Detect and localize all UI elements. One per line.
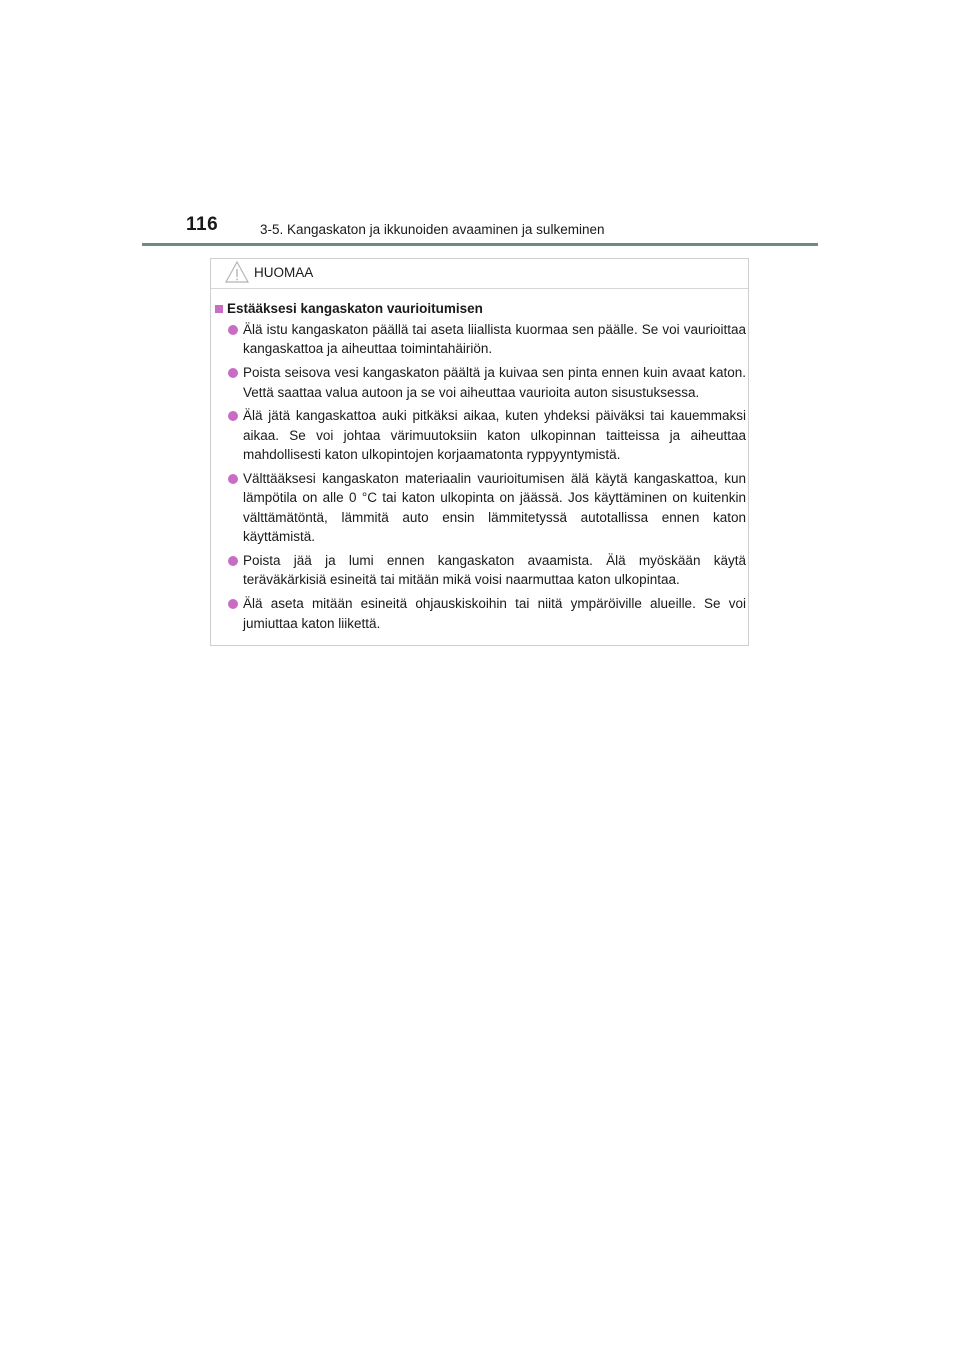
notice-title: HUOMAA [254,265,314,280]
bullet-dot-icon [228,556,238,566]
notice-box [210,258,749,646]
list-item [215,551,746,590]
bullet-dot-icon [228,474,238,484]
list-item-text: Poista jää ja lumi ennen kangaskaton avaamista. Älä myöskään käytä teräväkärkisiä esineitä tai mitään mikä voisi naarmuttaa katon ulkopintaa. [243,553,746,588]
notice-header [211,259,748,289]
warning-triangle-icon [224,259,250,290]
bullet-dot-icon [228,368,238,378]
list-item-text: Poista seisova vesi kangaskaton päältä ja kuivaa sen pinta ennen kuin avaat katon. Vettä saattaa valua autoon ja se voi aiheuttaa vaurioita auton sisustuksessa. [243,365,746,400]
list-item [215,363,746,402]
subheading [215,301,483,316]
subheading-text: Estääksesi kangaskaton vaurioitumisen [227,301,483,316]
list-item-text: Älä jätä kangaskattoa auki pitkäksi aikaa, kuten yhdeksi päiväksi tai kauemmaksi aikaa. Se voi johtaa värimuutoksiin katon ulkopinnan taitteissa ja aiheuttaa mahdollisesti katon ulkopintojen korjaamatonta ryppyyntymistä. [243,408,746,463]
bullet-dot-icon [228,599,238,609]
list-item [215,594,746,633]
notice-list [215,320,746,637]
list-item-text: Älä istu kangaskaton päällä tai aseta liiallista kuormaa sen päälle. Se voi vaurioittaa kangaskattoa ja aiheuttaa toimintahäiriön. [243,322,746,357]
list-item [215,406,746,464]
square-bullet-icon [215,305,223,313]
list-item-text: Älä aseta mitään esineitä ohjauskiskoihin tai niitä ympäröiville alueille. Se voi jumiuttaa katon liikettä. [243,596,746,631]
list-item-text: Välttääksesi kangaskaton materiaalin vaurioitumisen älä käytä kangaskattoa, kun lämpötila on alle 0 °C tai katon ulkopinta on jäässä. Jos käyttäminen on kuitenkin välttämätöntä, lämmitä auto ensin lämmitetyssä autotallissa ennen katon käyttämistä. [243,471,746,545]
header-rule [142,243,818,246]
bullet-dot-icon [228,325,238,335]
list-item [215,469,746,547]
list-item [215,320,746,359]
page-number: 116 [186,214,219,235]
bullet-dot-icon [228,411,238,421]
section-title: 3-5. Kangaskaton ja ikkunoiden avaaminen ja sulkeminen [260,222,605,237]
